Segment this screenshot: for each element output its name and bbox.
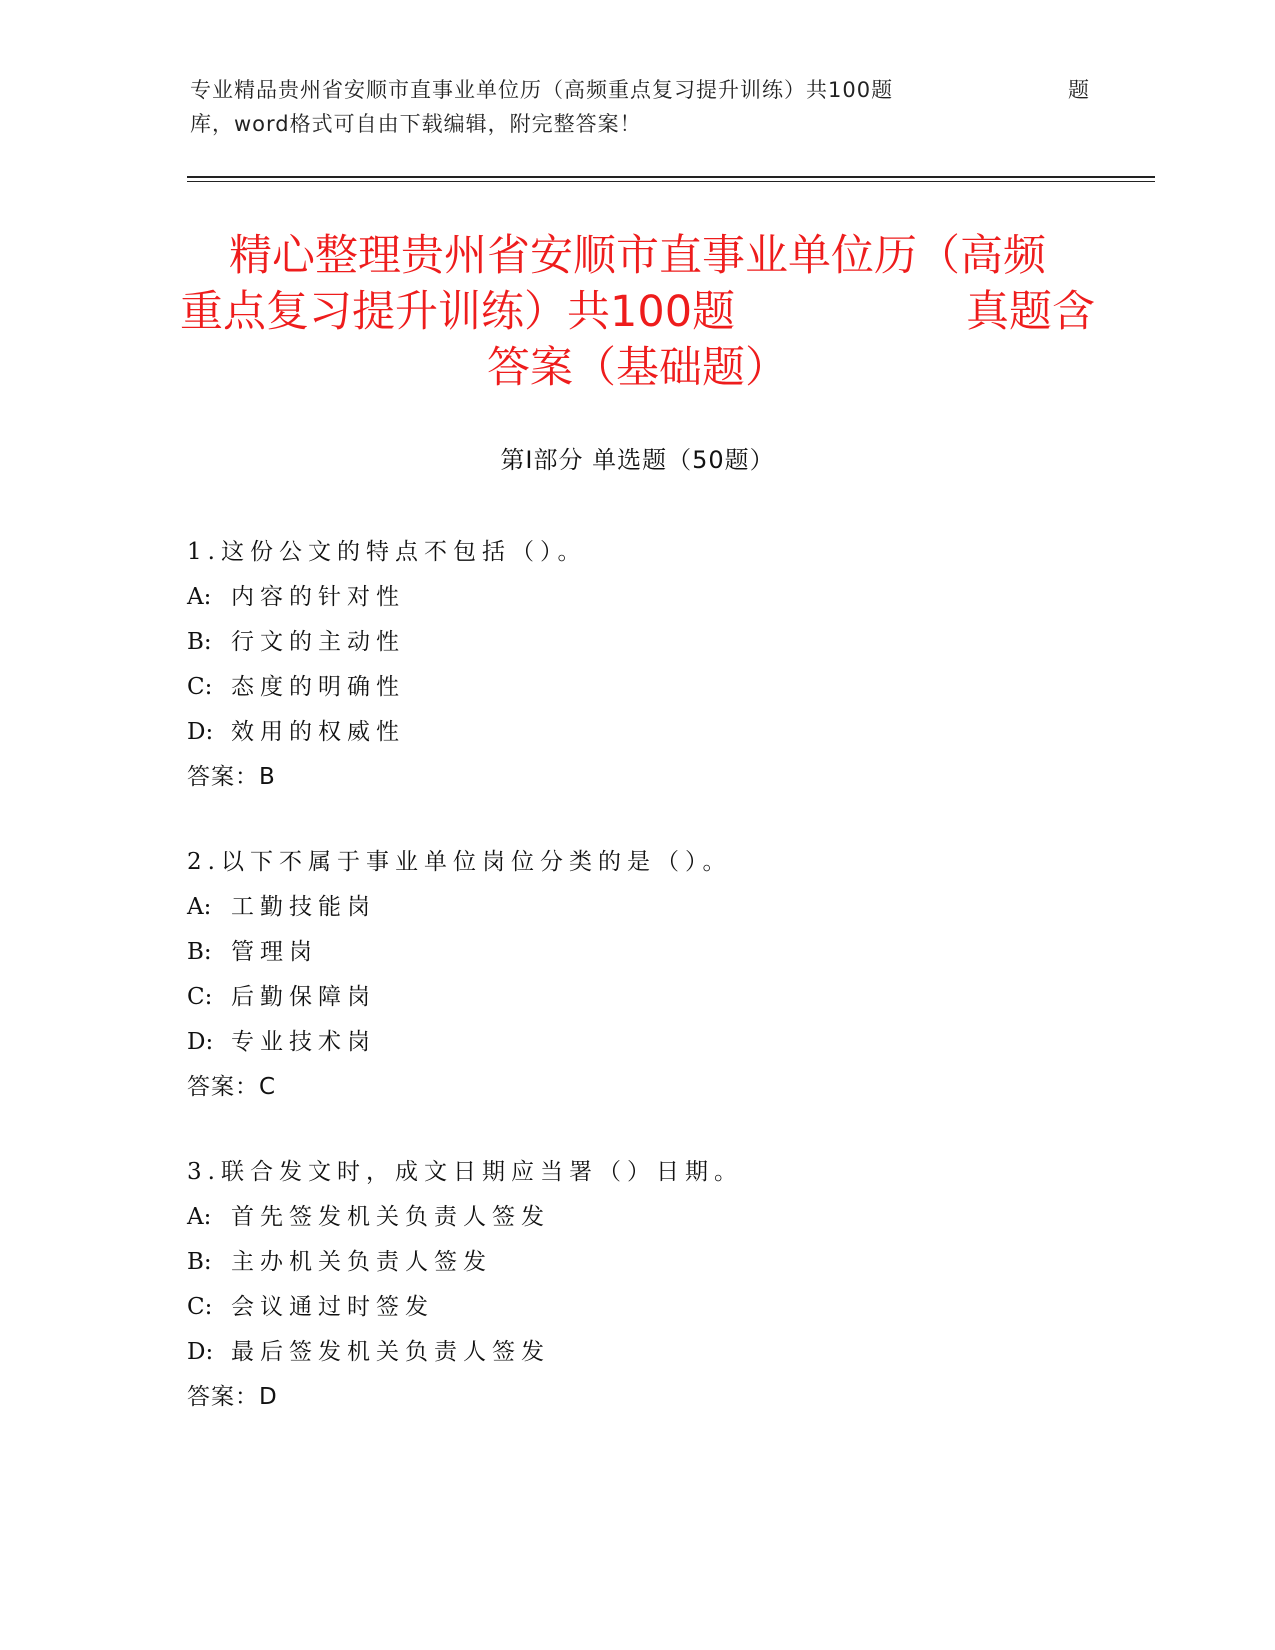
option-d <box>187 1330 1137 1375</box>
option-text: 态度的明确性 <box>231 674 405 700</box>
header-divider-thick <box>187 176 1155 178</box>
option-text: 最后签发机关负责人签发 <box>231 1339 550 1365</box>
document-title <box>180 228 1095 396</box>
option-b <box>187 620 1137 665</box>
option-key: B: <box>187 939 212 965</box>
question-stem: 3.联合发文时，成文日期应当署（）日期。 <box>187 1159 743 1185</box>
title-line-3: 答案（基础题） <box>487 343 788 393</box>
answer-line: 答案：B <box>187 764 276 790</box>
option-key: A: <box>187 1204 212 1230</box>
header-line-1 <box>190 73 1090 107</box>
option-b <box>187 930 1137 975</box>
option-text: 管理岗 <box>231 939 318 965</box>
option-text: 首先签发机关负责人签发 <box>231 1204 550 1230</box>
option-key: B: <box>187 629 212 655</box>
option-text: 会议通过时签发 <box>231 1294 434 1320</box>
answer-line: 答案：D <box>187 1384 278 1410</box>
question-item <box>187 840 1137 1110</box>
question-list <box>187 530 1137 1460</box>
question-stem: 2.以下不属于事业单位岗位分类的是（）。 <box>187 849 732 875</box>
question-item <box>187 530 1137 800</box>
option-c <box>187 975 1137 1020</box>
option-key: A: <box>187 894 212 920</box>
option-d <box>187 710 1137 755</box>
header-line-2: 库，word格式可自由下载编辑，附完整答案！ <box>190 112 642 136</box>
option-key: C: <box>187 984 213 1010</box>
title-line-2-right: 真题含 <box>966 287 1095 337</box>
option-d <box>187 1020 1137 1065</box>
page-header <box>190 73 1090 141</box>
title-line-1: 精心整理贵州省安顺市直事业单位历（高频 <box>229 231 1046 281</box>
option-text: 行文的主动性 <box>231 629 405 655</box>
option-a <box>187 1195 1137 1240</box>
section-heading: 第Ⅰ部分 单选题（50题） <box>500 446 775 474</box>
option-a <box>187 885 1137 930</box>
option-key: B: <box>187 1249 212 1275</box>
answer-line: 答案：C <box>187 1074 277 1100</box>
option-key: D: <box>187 719 214 745</box>
option-c <box>187 1285 1137 1330</box>
option-text: 后勤保障岗 <box>231 984 376 1010</box>
question-item <box>187 1150 1137 1420</box>
option-text: 内容的针对性 <box>231 584 405 610</box>
option-key: C: <box>187 1294 213 1320</box>
header-text: 专业精品贵州省安顺市直事业单位历（高频重点复习提升训练）共100题 <box>190 78 894 102</box>
option-c <box>187 665 1137 710</box>
option-text: 专业技术岗 <box>231 1029 376 1055</box>
option-text: 主办机关负责人签发 <box>231 1249 492 1275</box>
option-b <box>187 1240 1137 1285</box>
option-key: C: <box>187 674 213 700</box>
title-line-2 <box>180 284 1095 340</box>
option-text: 工勤技能岗 <box>231 894 376 920</box>
option-text: 效用的权威性 <box>231 719 405 745</box>
option-key: D: <box>187 1339 214 1365</box>
header-text-end: 题 <box>1068 78 1090 102</box>
title-line-2-left: 重点复习提升训练）共100题 <box>180 287 736 337</box>
option-key: A: <box>187 584 212 610</box>
question-stem: 1.这份公文的特点不包括（）。 <box>187 539 587 565</box>
header-divider-thin <box>187 181 1155 182</box>
option-a <box>187 575 1137 620</box>
option-key: D: <box>187 1029 214 1055</box>
